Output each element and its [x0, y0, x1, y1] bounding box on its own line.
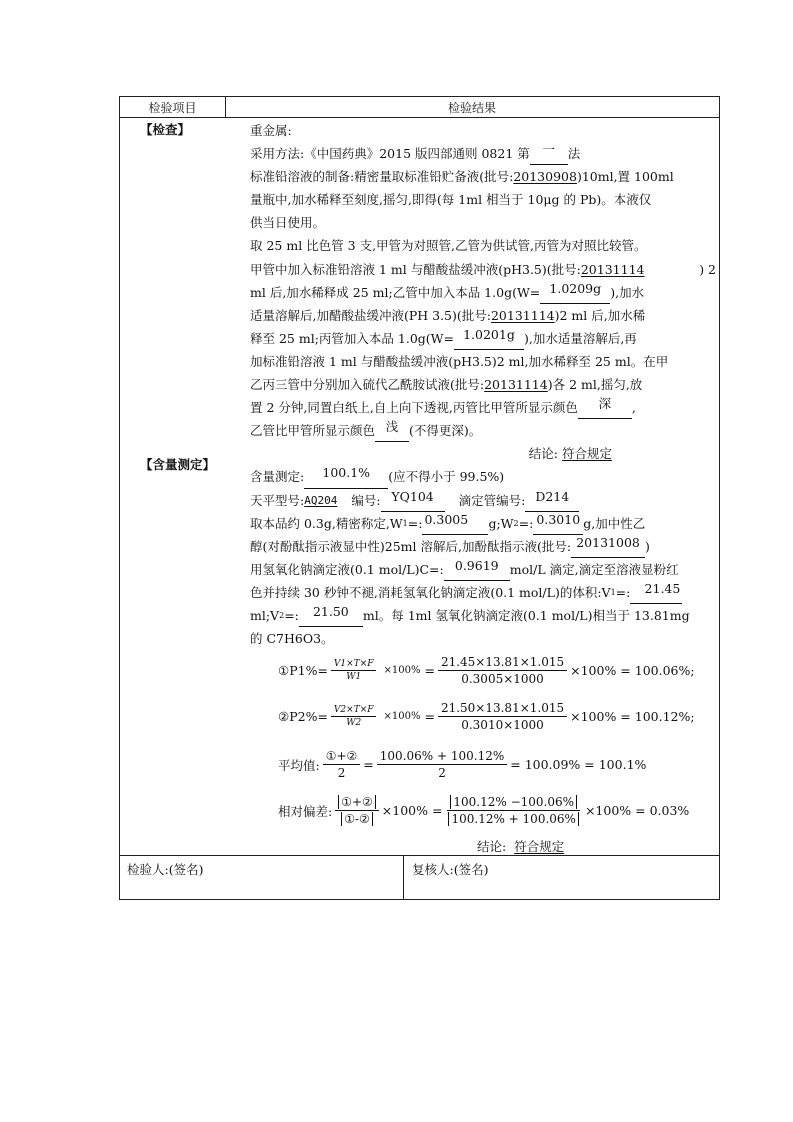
volume-end: ml。每 1ml 氢氧化钠滴定液(0.1 mol/L)相当于 13.81mg — [362, 607, 690, 623]
assay-conclusion — [477, 837, 564, 855]
balance-number: YQ104 — [381, 489, 445, 512]
header-result-column: 检验结果 — [447, 101, 496, 115]
p4-text: 适量溶解后,加醋酸盐缓冲液(PH 3.5)(批号: — [250, 307, 491, 323]
weighing-text: 取本品约 0.3g,精密称定,W — [250, 515, 403, 531]
footer-divider — [403, 855, 404, 900]
deviation-label: 相对偏差: — [278, 803, 333, 819]
procedure-line-9 — [250, 419, 716, 442]
procedure-line-8 — [250, 396, 716, 419]
footer-rule — [120, 855, 719, 856]
procedure-line-6: 加标准铅溶液 1 ml 与醋酸盐缓冲液(pH3.5)2 ml,加水稀释至 25 ml。在甲 — [250, 353, 669, 369]
p9-end: (不得更深)。 — [409, 423, 482, 439]
average-label: 平均值: — [278, 757, 320, 773]
color-tube-bing: 深 — [578, 396, 632, 419]
method-text: 采用方法:《中国药典》2015 版四部通则 0821 第 — [250, 146, 530, 162]
method-suffix: 法 — [567, 146, 581, 162]
std-line-1 — [250, 165, 716, 188]
p9-text: 乙管比甲管所显示颜色 — [250, 423, 376, 439]
solvent-end: ) — [645, 538, 650, 554]
formula-p1-numeric — [438, 655, 567, 686]
p8-text: 置 2 分钟,同置白纸上,自上向下透视,丙管比甲管所显示颜色 — [250, 400, 578, 416]
solvent-text: 醇(对酚酞指示液显中性)25ml 溶解后,加酚酞指示液(批号: — [250, 538, 572, 554]
check-conclusion — [250, 442, 716, 465]
content-line — [250, 465, 716, 488]
p4-batch: 20131114 — [490, 307, 555, 323]
p2-batch: 20131114 — [580, 261, 645, 277]
formula-average: 平均值: $\frac{\text{①+②}}{2}$ = $\frac{100.06\% + 100.12\%}{2}$ = 100.09% = 100.1% — [278, 749, 647, 780]
average-denominator: 2 — [438, 766, 446, 780]
formula-p1-denominator: 0.3005×1000 — [461, 672, 544, 686]
method-line — [250, 142, 716, 165]
heavy-metal-title: 重金属: — [250, 123, 292, 138]
deviation-numerator: 100.12% −100.06% — [450, 795, 577, 809]
p4-end: )2 ml 后,加水稀 — [554, 307, 646, 323]
titrant-end: mol/L 滴定,滴定至溶液显粉红 — [509, 561, 679, 577]
content-label: 含量测定: — [250, 469, 305, 485]
formula-p2-symbolic-numerator: V2×T×F — [331, 705, 377, 717]
v1-value: 21.45 — [630, 581, 682, 604]
std-line-3: 供当日使用。 — [250, 215, 326, 231]
section-assay-label: 【含量测定】 — [140, 457, 216, 472]
deviation-symbolic — [335, 795, 379, 826]
deviation-denominator: 100.12% + 100.06% — [448, 812, 578, 826]
weight-tube-yi: 1.0209g — [540, 281, 610, 304]
method-number: 一 — [530, 142, 568, 165]
deviation-result: ×100% = 0.03% — [584, 803, 690, 818]
p7-end: )各 2 ml,摇匀,放 — [547, 377, 643, 393]
balance-model: AQ204 — [304, 493, 338, 507]
formula-times: ×100% — [383, 665, 421, 676]
deviation-symbolic-numerator: ①+② — [338, 795, 376, 809]
formula-p2-label: ②P2%= — [278, 709, 328, 724]
volume-line-1: 色并持续 30 秒钟不褪,消耗氢氧化钠滴定液(0.1 mol/L)的体积:V 1 =: 21.45 — [250, 581, 716, 604]
formula-p2-result: ×100% = 100.12%; — [570, 709, 695, 724]
titrant-concentration: 0.9619 — [444, 558, 510, 581]
titrant-line — [250, 558, 716, 581]
formula-p1: ①P1%= $\frac{V1\times T\times F}{W1}$ ×100% = $\frac{21.45\times 13.81\times 1.015}{0.3005\times 1000}$ ×100% = 100.06%; — [278, 655, 695, 686]
std-batch: 20130908 — [513, 169, 577, 185]
formula-p1-result: ×100% = 100.06%; — [570, 663, 695, 678]
section-check-label: 【检查】 — [140, 122, 191, 137]
p7-batch: 20131114 — [484, 377, 548, 393]
burette-label: 滴定管编号: — [458, 492, 526, 508]
formula-p2: ②P2%= $\frac{V2\times T\times F}{W2}$ ×100% = $\frac{21.50\times 13.81\times 1.015}{0.3010\times 1000}$ ×100% = 100.12%; — [278, 701, 695, 732]
header-divider — [225, 97, 226, 117]
average-numerator: 100.06% + 100.12% — [377, 749, 507, 765]
conclusion-label: 结论: — [528, 446, 558, 462]
weighing-mid: g;W — [488, 515, 514, 531]
w2-value: 0.3010 — [533, 512, 583, 535]
std-text-end: )10ml,置 100ml — [576, 169, 674, 185]
assay-conclusion-value: 符合规定 — [514, 839, 565, 854]
instrument-line — [250, 489, 716, 512]
average-result: = 100.09% = 100.1% — [510, 757, 647, 772]
procedure-line-1: 取 25 ml 比色管 3 支,甲管为对照管,乙管为供试管,丙管为对照比较管。 — [250, 238, 647, 254]
check-conclusion-value: 符合规定 — [561, 446, 612, 462]
v2-value: 21.50 — [299, 604, 363, 627]
p2-text: 甲管中加入标准铅溶液 1 ml 与醋酸盐缓冲液(pH3.5)(批号: — [250, 261, 581, 277]
header-item-column: 检验项目 — [148, 101, 197, 115]
weight-tube-bing: 1.0201g — [454, 327, 524, 350]
procedure-line-3 — [250, 281, 716, 304]
assay-conclusion-label: 结论: — [477, 839, 507, 854]
weighing-end: g,加中性乙 — [583, 515, 646, 531]
std-text: 标准铅溶液的制备:精密量取标准铅贮备液(批号: — [250, 169, 514, 185]
content-limit: (应不得小于 99.5%) — [388, 469, 505, 485]
average-symbolic — [323, 749, 361, 780]
formula-p2-times: ×100% — [383, 711, 421, 722]
volume-text-2: ml;V — [250, 607, 280, 623]
formula-symbolic-denominator: W1 — [346, 672, 362, 682]
formula-molecule-line: 的 C7H6O3。 — [250, 631, 334, 647]
header-rule — [120, 117, 719, 118]
formula-p2-numerator: 21.50×13.81×1.015 — [438, 701, 567, 717]
w1-value: 0.3005 — [422, 512, 488, 535]
p5-end: ),加水适量溶解后,再 — [523, 330, 637, 346]
deviation-symbolic-denominator: ①-② — [341, 812, 373, 826]
reviewer-signature: 复核人:(签名) — [412, 862, 489, 877]
p2-end: ) 2 — [699, 261, 716, 277]
std-line-2: 量瓶中,加水稀释至刻度,摇匀,即得(每 1ml 相当于 10μg 的 Pb)。本液仅 — [250, 192, 652, 208]
result-content — [250, 119, 716, 650]
average-numeric — [377, 749, 507, 780]
number-label: 编号: — [351, 492, 381, 508]
weighing-line: 取本品约 0.3g,精密称定,W 1 =: 0.3005 g;W 2 =: 0.3010 g,加中性乙 — [250, 512, 716, 535]
volume-line-2: ml;V 2 =: 21.50 ml。每 1ml 氢氧化钠滴定液(0.1 mol/L)相当于 13.81mg — [250, 604, 716, 627]
formula-p2-symbolic — [331, 705, 377, 728]
titrant-text: 用氢氧化钠滴定液(0.1 mol/L)C=: — [250, 561, 444, 577]
p8-end: , — [631, 400, 636, 416]
average-symbolic-denominator: 2 — [337, 766, 346, 780]
formula-p2-denominator: 0.3010×1000 — [461, 718, 544, 732]
content-value: 100.1% — [304, 465, 388, 488]
deviation-times: ×100% = — [381, 803, 443, 818]
deviation-numeric — [445, 795, 581, 826]
procedure-line-2 — [250, 258, 716, 281]
p7-text: 乙丙三管中分别加入硫代乙酰胺试液(批号: — [250, 377, 485, 393]
inspection-record-table — [119, 96, 720, 900]
volume-text: 色并持续 30 秒钟不褪,消耗氢氧化钠滴定液(0.1 mol/L)的体积:V — [250, 584, 611, 600]
solvent-line — [250, 535, 716, 558]
formula-p1-symbolic — [331, 659, 377, 682]
procedure-line-7 — [250, 373, 716, 396]
formula-p2-numeric — [438, 701, 567, 732]
average-symbolic-numerator: ①+② — [323, 749, 361, 765]
p5-text: 释至 25 ml;丙管加入本品 1.0g(W= — [250, 330, 454, 346]
inspector-signature: 检验人:(签名) — [127, 862, 204, 877]
formula-p1-numerator: 21.45×13.81×1.015 — [438, 655, 567, 671]
indicator-batch: 20131008 — [571, 535, 645, 558]
p3-end: ),加水 — [610, 284, 645, 300]
p3-text: ml 后,加水稀释成 25 ml;乙管中加入本品 1.0g(W= — [250, 284, 541, 300]
formula-relative-deviation — [278, 795, 689, 826]
table-header — [120, 97, 719, 117]
procedure-line-5 — [250, 327, 716, 350]
formula-p1-label: ①P1%= — [278, 663, 328, 678]
formula-p2-symbolic-denominator: W2 — [346, 718, 362, 728]
formula-symbolic-numerator: V1×T×F — [331, 659, 377, 671]
burette-number: D214 — [525, 489, 579, 512]
balance-label: 天平型号: — [250, 492, 305, 508]
color-tube-yi: 浅 — [375, 419, 409, 442]
procedure-line-4 — [250, 304, 716, 327]
